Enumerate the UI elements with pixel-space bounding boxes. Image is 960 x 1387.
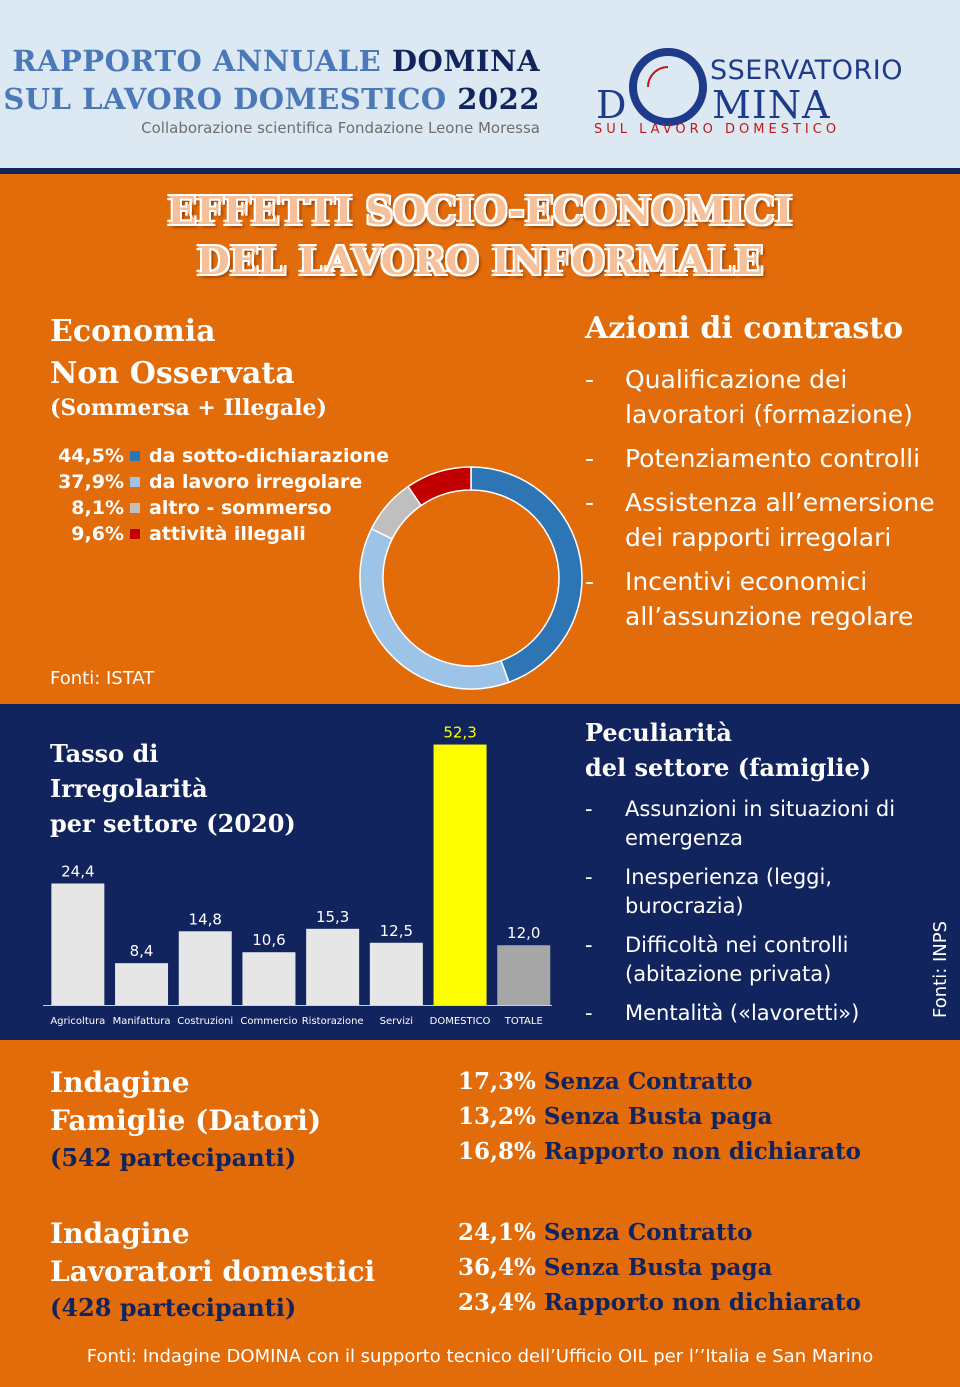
azioni-item-text: Qualificazione dei lavoratori (formazione) [625, 365, 913, 429]
title-line1-dark: DOMINA [391, 44, 540, 78]
stat-label: Senza Busta paga [543, 1103, 773, 1130]
azioni-item [585, 362, 945, 432]
peculiarita-heading-line2: del settore (famiglie) [585, 753, 872, 782]
bullet-dash: - [585, 933, 593, 957]
tasso-heading-line1: Tasso di [50, 739, 159, 768]
stat-label: Rapporto non dichiarato [543, 1138, 861, 1165]
azioni-item [585, 441, 945, 476]
stat-row [458, 1099, 861, 1134]
bar-category-label: DOMESTICO [429, 1016, 491, 1027]
logo-text-mina: MINA [712, 83, 831, 127]
bar-category-label: Manifattura [112, 1016, 171, 1027]
peculiarita-heading [585, 715, 871, 785]
bar-category-label: Servizi [379, 1016, 414, 1027]
donut-slice [408, 467, 471, 505]
indagine-heading-line1: Indagine [50, 1217, 190, 1250]
indagine-famiglie-participants: (542 partecipanti) [50, 1143, 297, 1172]
legend-label: da sotto-dichiarazione [149, 445, 389, 467]
stat-pct: 23,4% [458, 1289, 536, 1316]
stat-label: Senza Contratto [543, 1068, 753, 1095]
economia-heading-line1: Economia [50, 314, 216, 349]
stat-pct: 13,2% [458, 1103, 536, 1130]
stat-label: Rapporto non dichiarato [543, 1289, 861, 1316]
bar [497, 945, 550, 1005]
bar-value-label: 8,4 [129, 942, 154, 961]
economia-subheading: (Sommersa + Illegale) [50, 395, 327, 421]
bullet-dash: - [585, 365, 595, 394]
bar [179, 931, 232, 1005]
stat-pct: 16,8% [458, 1138, 536, 1165]
indagine-heading-line1: Indagine [50, 1066, 190, 1099]
bar [306, 929, 359, 1005]
main-title-line2: DEL LAVORO INFORMALE [196, 238, 764, 283]
stat-pct: 36,4% [458, 1254, 536, 1281]
bar-value-label: 14,8 [188, 910, 222, 929]
peculiarita-item [585, 931, 915, 989]
logo-o-icon [628, 47, 708, 127]
azioni-heading: Azioni di contrasto [585, 311, 904, 346]
footer-source: Fonti: Indagine DOMINA con il supporto tecnico dell’Ufficio OIL per l’’Italia e San Marino [86, 1346, 874, 1367]
indagine-heading-line2: Lavoratori domestici [50, 1255, 376, 1288]
economia-source: Fonti: ISTAT [50, 668, 155, 689]
indagine-lavoratori-heading [50, 1215, 375, 1291]
stat-label: Senza Busta paga [543, 1254, 773, 1281]
azioni-item-text: Incentivi economici all’assunzione regolare [625, 567, 914, 631]
bullet-dash: - [585, 797, 593, 821]
bar-chart [40, 720, 555, 1035]
tasso-heading-line2: Irregolarità [50, 774, 208, 803]
logo-text-sub: SUL LAVORO DOMESTICO [594, 122, 841, 137]
donut-legend [48, 443, 389, 547]
main-title [0, 186, 960, 286]
stat-pct: 24,1% [458, 1219, 536, 1246]
legend-pct: 37,9% [58, 471, 124, 493]
donut-chart [358, 465, 584, 691]
header-divider [0, 168, 960, 174]
legend-pct: 9,6% [71, 523, 124, 545]
title-line1-light: RAPPORTO ANNUALE [12, 44, 382, 78]
main-title-line1: EFFETTI SOCIO-ECONOMICI [167, 188, 793, 233]
legend-entry [48, 443, 389, 469]
bullet-dash: - [585, 1001, 593, 1025]
bullet-dash: - [585, 488, 595, 517]
indagine-heading-line2: Famiglie (Datori) [50, 1104, 322, 1137]
legend-entry [48, 469, 389, 495]
peculiarita-item-text: Inesperienza (leggi, burocrazia) [625, 865, 832, 918]
report-title [0, 42, 540, 118]
peculiarita-item [585, 795, 915, 853]
economia-heading-line2: Non Osservata [50, 356, 295, 391]
bar [434, 745, 487, 1005]
economia-heading [50, 311, 295, 395]
stat-row [458, 1134, 861, 1169]
legend-label: da lavoro irregolare [149, 471, 363, 493]
legend-pct: 8,1% [71, 497, 124, 519]
bar-value-label: 24,4 [61, 862, 95, 881]
peculiarita-heading-line1: Peculiarità [585, 718, 732, 747]
azioni-list [585, 362, 945, 643]
bar [370, 943, 423, 1005]
bullet-dash: - [585, 444, 595, 473]
bar-category-label: Costruzioni [177, 1016, 234, 1027]
bar [242, 952, 295, 1005]
report-subtitle: Collaborazione scientifica Fondazione Leone Moressa [141, 119, 540, 137]
stat-pct: 17,3% [458, 1068, 536, 1095]
legend-swatch [130, 477, 140, 487]
indagine-lavoratori-participants: (428 partecipanti) [50, 1293, 297, 1322]
donut-slice [360, 529, 509, 689]
azioni-item [585, 485, 945, 555]
indagine-lavoratori-stats [458, 1215, 861, 1320]
bar-value-label: 10,6 [252, 931, 286, 950]
bar-value-label: 15,3 [315, 907, 350, 926]
stat-row [458, 1250, 861, 1285]
legend-entry [48, 521, 389, 547]
bar-category-label: TOTALE [504, 1016, 543, 1027]
legend-pct: 44,5% [58, 445, 124, 467]
peculiarita-item-text: Assunzioni in situazioni di emergenza [625, 797, 896, 850]
bar-category-label: Agricoltura [50, 1016, 106, 1027]
bullet-dash: - [585, 567, 595, 596]
stat-label: Senza Contratto [543, 1219, 753, 1246]
legend-swatch [130, 503, 140, 513]
azioni-item-text: Assistenza all’emersione dei rapporti irregolari [625, 488, 935, 552]
indagine-famiglie-heading [50, 1064, 321, 1140]
stat-row [458, 1215, 861, 1250]
logo-text-top: SSERVATORIO [710, 55, 903, 86]
bar-category-label: Ristorazione [301, 1016, 364, 1027]
legend-swatch [130, 529, 140, 539]
stat-row [458, 1064, 861, 1099]
bar-value-label: 12,5 [379, 921, 414, 940]
azioni-item-text: Potenziamento controlli [625, 444, 921, 473]
legend-swatch [130, 451, 140, 461]
peculiarita-list [585, 795, 915, 1038]
azioni-item [585, 564, 945, 634]
donut-slice [471, 467, 582, 682]
legend-label: altro - sommerso [149, 497, 332, 519]
bar-value-label: 12,0 [507, 924, 541, 943]
title-line2-light: SUL LAVORO DOMESTICO [3, 82, 447, 116]
legend-label: attività illegali [149, 523, 306, 545]
bullet-dash: - [585, 865, 593, 889]
stat-row [458, 1285, 861, 1320]
peculiarita-item [585, 999, 915, 1028]
osservatorio-domina-logo [590, 45, 920, 140]
peculiarita-item [585, 863, 915, 921]
bar-value-label: 52,3 [443, 723, 477, 742]
legend-entry [48, 495, 389, 521]
bar-category-label: Commercio [240, 1016, 298, 1027]
indagine-famiglie-stats [458, 1064, 861, 1169]
logo-text-d: D [596, 83, 627, 127]
bar [115, 963, 168, 1005]
peculiarita-item-text: Mentalità («lavoretti») [625, 1001, 860, 1025]
bar [51, 883, 104, 1005]
tasso-heading-line3: per settore (2020) [50, 809, 296, 838]
title-line2-dark: 2022 [457, 82, 540, 116]
peculiarita-item-text: Difficoltà nei controlli (abitazione privata) [625, 933, 849, 986]
peculiarita-source: Fonti: INPS [930, 920, 951, 1018]
